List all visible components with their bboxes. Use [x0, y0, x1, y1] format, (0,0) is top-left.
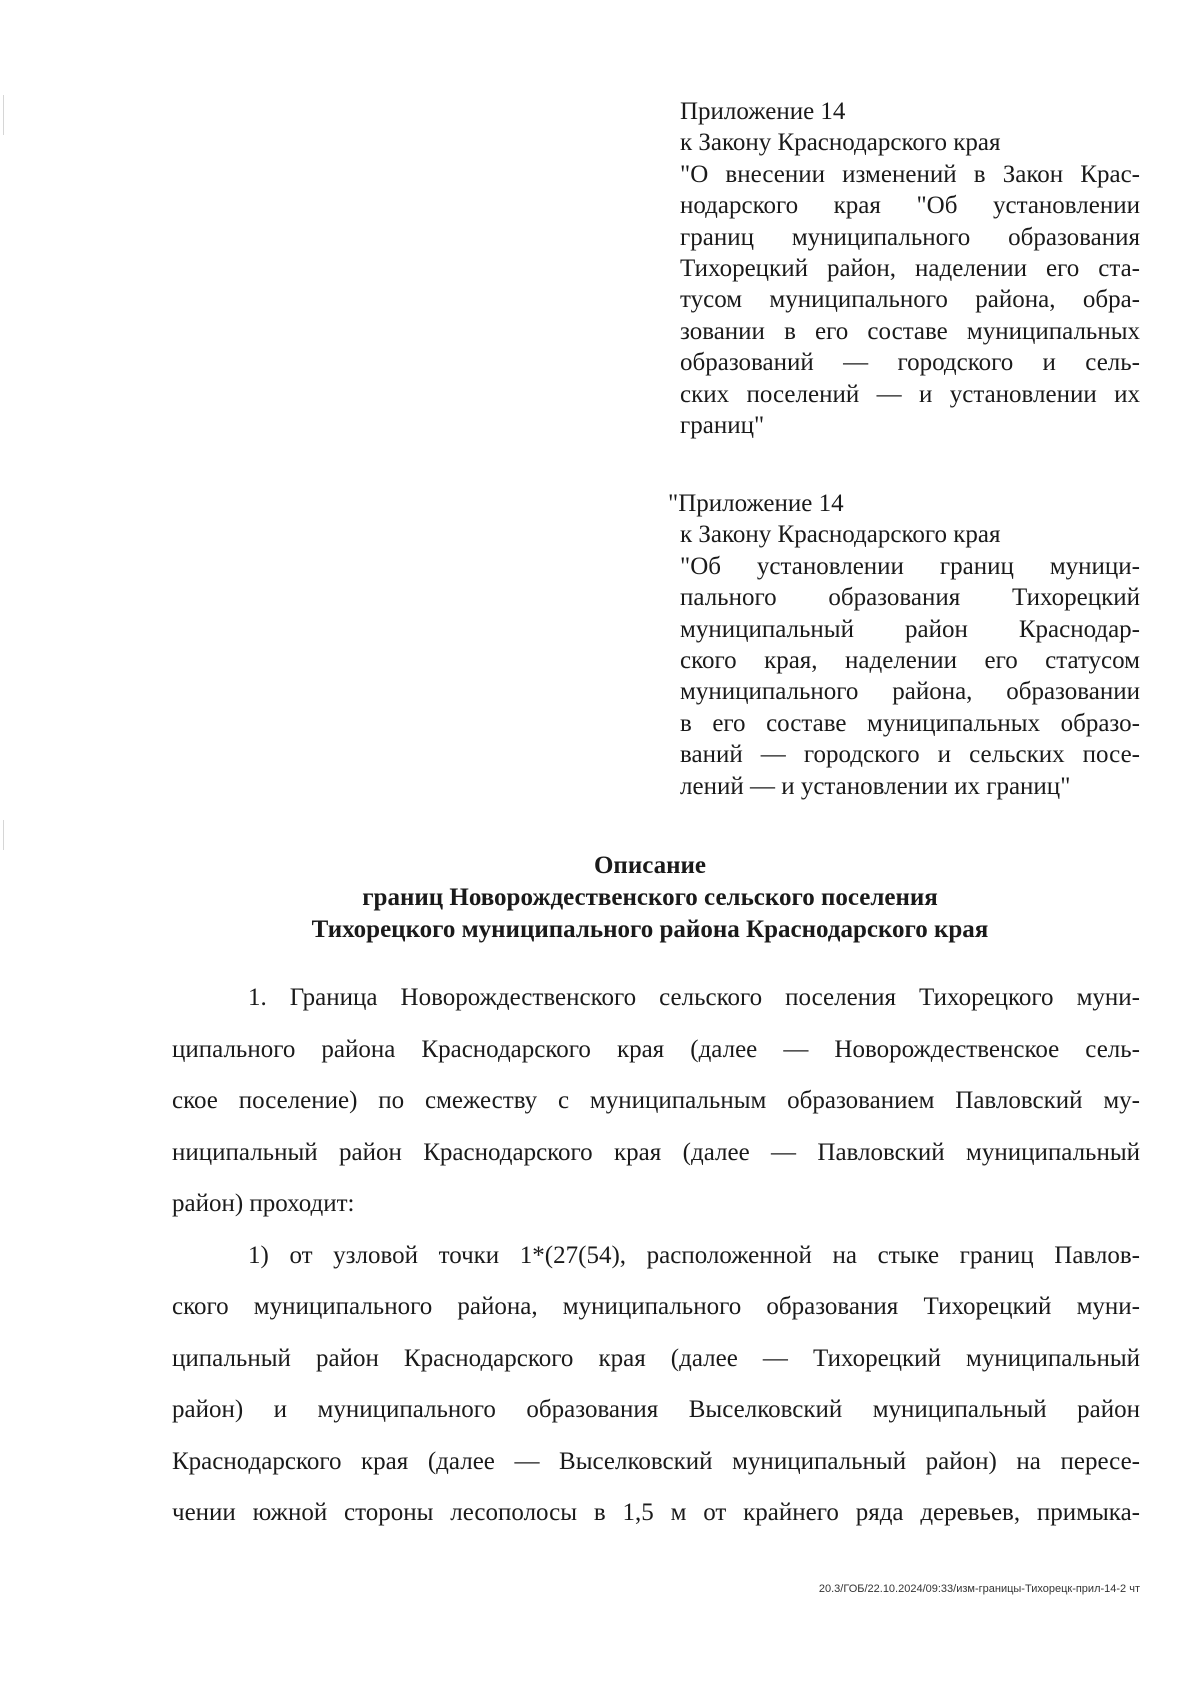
paragraph-line: ское поселение) по смежеству с муниципальным образованием Павловский му-	[172, 1087, 1140, 1114]
annex-law-name-line: "О внесении изменений в Закон Крас-	[680, 160, 1140, 188]
heading-subtitle: границ Новорождественского сельского поселения	[362, 884, 938, 911]
document-code-footer: 20.3/ГОБ/22.10.2024/09:33/изм-границы-Тихорецк-прил-14-2 чт	[818, 1583, 1140, 1595]
annex-law-name-line: ваний — городского и сельских посе-	[680, 741, 1140, 769]
paragraph-line: ниципальный район Краснодарского края (далее — Павловский муниципальный	[172, 1138, 1140, 1166]
paragraph-line: ского муниципального района, муниципального образования Тихорецкий муни-	[172, 1293, 1140, 1320]
paragraph-line: район) и муниципального образования Выселковский муниципальный район	[172, 1396, 1140, 1423]
annex-law-ref: к Закону Краснодарского края	[680, 521, 1001, 549]
annex-law-ref: к Закону Краснодарского края	[680, 129, 1001, 157]
paragraph-line: ципального района Краснодарского края (далее — Новорождественское сель-	[172, 1035, 1140, 1063]
annex-law-name-line: муниципальный район Краснодар-	[680, 615, 1140, 643]
annex-law-name-line: зовании в его составе муниципальных	[680, 317, 1140, 345]
annex-law-name-line: муниципального района, образовании	[680, 678, 1140, 706]
heading-title: Описание	[593, 852, 707, 879]
paragraph-line: Краснодарского края (далее — Выселковский муниципальный район) на пересе-	[172, 1447, 1140, 1475]
paragraph-line: чении южной стороны лесополосы в 1,5 м от крайнего ряда деревьев, примыка-	[172, 1499, 1140, 1526]
annex-law-name-line: границ"	[680, 412, 765, 440]
paragraph-line: 1) от узловой точки 1*(27(54), расположенной на стыке границ Павлов-	[248, 1241, 1140, 1269]
paragraph-line: район) проходит:	[172, 1190, 355, 1217]
scan-edge-mark	[3, 95, 4, 135]
annex-law-name-line: ского края, наделении его статусом	[680, 647, 1140, 675]
scan-edge-mark	[3, 820, 4, 850]
annex-law-name-line: образований — городского и сель-	[680, 349, 1140, 377]
annex-law-name-line: ских поселений — и установлении их	[680, 380, 1140, 408]
annex-law-name-line: "Об установлении границ муници-	[680, 552, 1140, 580]
annex-header-original-law	[668, 488, 1140, 802]
annex-law-name-line: тусом муниципального района, обра-	[680, 286, 1140, 314]
document-body	[172, 972, 1140, 1539]
heading-subtitle: Тихорецкого муниципального района Краснодарского края	[311, 916, 989, 943]
paragraph-line: 1. Граница Новорождественского сельского поселения Тихорецкого муни-	[248, 984, 1140, 1011]
annex-law-name-line: границ муниципального образования	[680, 223, 1140, 251]
annex-title: "Приложение 14	[668, 490, 844, 517]
annex-title: Приложение 14	[680, 98, 846, 125]
annex-law-name-line: Тихорецкий район, наделении его ста-	[680, 255, 1140, 283]
annex-law-name-line: нодарского края "Об установлении	[680, 192, 1140, 220]
annex-header-amending-law	[680, 96, 1140, 441]
document-heading	[160, 850, 1140, 946]
annex-law-name-line: лений — и установлении их границ"	[680, 772, 1071, 800]
annex-law-name-line: пального образования Тихорецкий	[680, 584, 1140, 612]
paragraph-line: ципальный район Краснодарского края (далее — Тихорецкий муниципальный	[172, 1344, 1140, 1372]
annex-law-name-line: в его составе муниципальных образо-	[680, 709, 1140, 737]
